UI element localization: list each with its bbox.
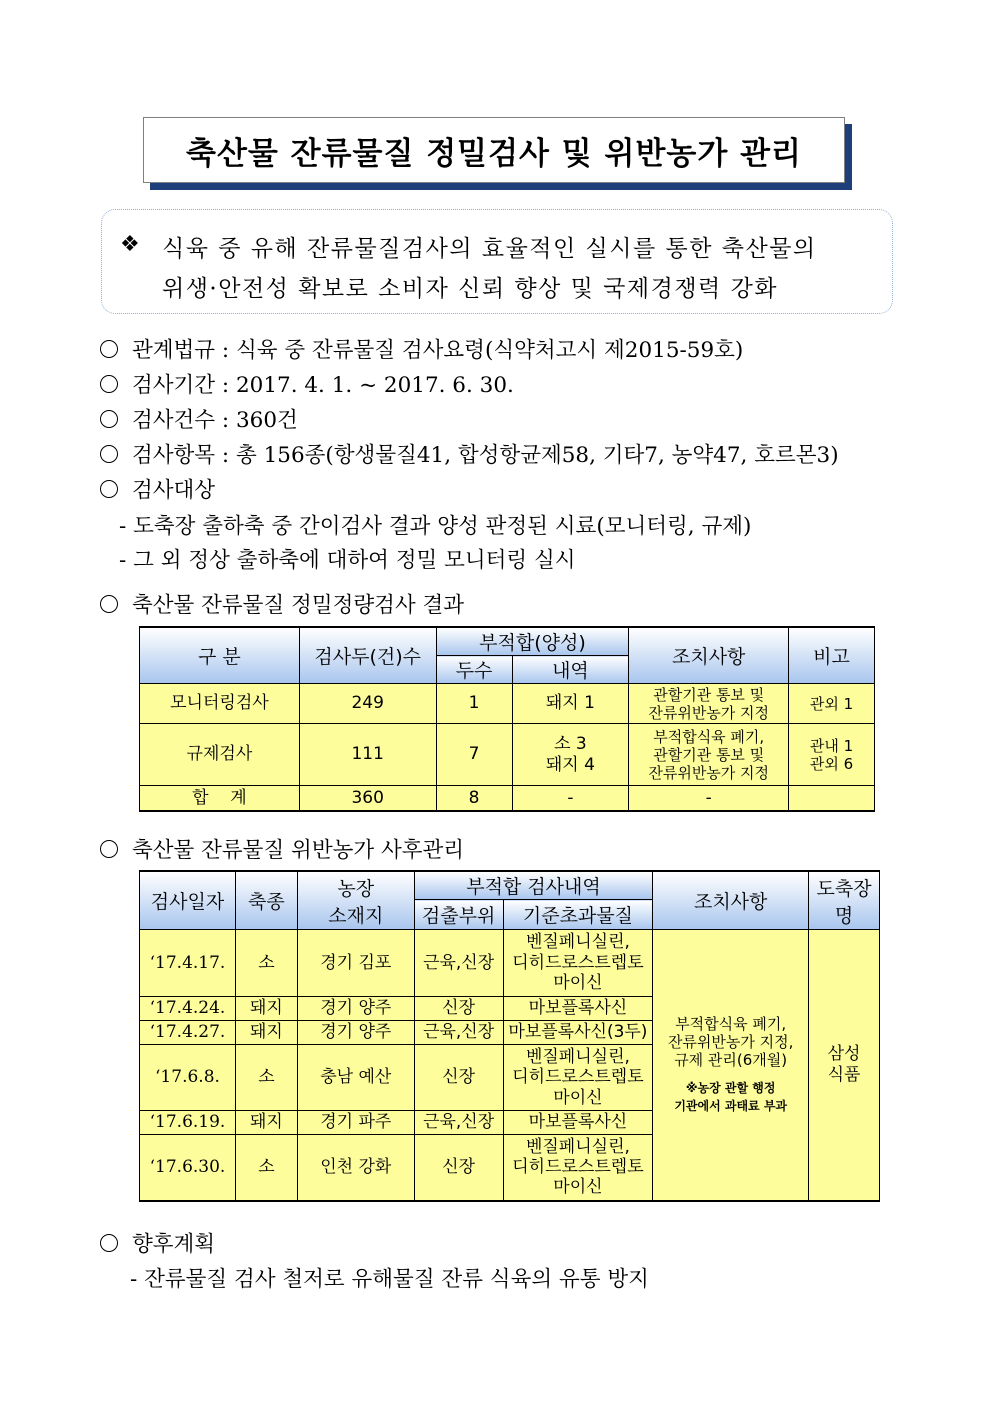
cell-part: 근육,신장 bbox=[414, 1021, 503, 1045]
circle-bullet-icon bbox=[100, 410, 118, 428]
law-item bbox=[100, 333, 743, 364]
cell-farm: 경기 양주 bbox=[297, 1021, 414, 1045]
target-sub-2: - 그 외 정상 출하축에 대하여 정밀 모니터링 실시 bbox=[119, 548, 576, 573]
circle-bullet-icon bbox=[100, 595, 118, 613]
cell-action: - bbox=[629, 786, 789, 811]
cell-farm: 경기 김포 bbox=[297, 930, 414, 997]
col-part: 검출부위 bbox=[414, 900, 503, 930]
cell-division: 규제검사 bbox=[140, 724, 300, 786]
cell-note: 관외 1 bbox=[789, 684, 875, 724]
period-text: 검사기간 : 2017. 4. 1. ~ 2017. 6. 30. bbox=[132, 373, 514, 398]
mgmt-heading-text: 축산물 잔류물질 위반농가 사후관리 bbox=[132, 838, 465, 863]
col-species: 축종 bbox=[235, 871, 297, 930]
results-heading-text: 축산물 잔류물질 정밀정량검사 결과 bbox=[132, 593, 465, 618]
target-item bbox=[100, 473, 215, 504]
cell-substance: 마보플록사신 bbox=[503, 1111, 653, 1135]
col-details: 내역 bbox=[512, 656, 629, 684]
cell-action: 부적합식육 폐기, 관할기관 통보 및 잔류위반농가 지정 bbox=[629, 724, 789, 786]
col-farm: 농장 소재지 bbox=[297, 871, 414, 930]
cell-details: 돼지 1 bbox=[512, 684, 629, 724]
table-row-total bbox=[140, 786, 875, 811]
cell-action: 관할기관 통보 및 잔류위반농가 지정 bbox=[629, 684, 789, 724]
cell-heads: 8 bbox=[436, 786, 512, 811]
cell-substance: 마보플록사신(3두) bbox=[503, 1021, 653, 1045]
cell-substance: 마보플록사신 bbox=[503, 997, 653, 1021]
circle-bullet-icon bbox=[100, 375, 118, 393]
table-row bbox=[140, 724, 875, 786]
col-tested: 검사두(건)수 bbox=[299, 627, 436, 684]
mgmt-heading bbox=[100, 833, 464, 864]
results-heading bbox=[100, 588, 464, 619]
col-action: 조치사항 bbox=[653, 871, 809, 930]
cell-tested: 249 bbox=[299, 684, 436, 724]
period-item bbox=[100, 368, 514, 399]
summary-line-1: 식육 중 유해 잔류물질검사의 효율적인 실시를 통한 축산물의 bbox=[162, 236, 817, 262]
title-box bbox=[143, 117, 845, 183]
diamond-bullet-icon: ❖ bbox=[120, 232, 140, 257]
cell-species: 돼지 bbox=[235, 997, 297, 1021]
col-heads: 두수 bbox=[436, 656, 512, 684]
cell-part: 근육,신장 bbox=[414, 930, 503, 997]
cell-species: 소 bbox=[235, 1135, 297, 1201]
cell-division: 합 계 bbox=[140, 786, 300, 811]
circle-bullet-icon bbox=[100, 340, 118, 358]
law-text: 관계법규 : 식육 중 잔류물질 검사요령(식약처고시 제2015-59호) bbox=[132, 338, 744, 363]
col-note: 비고 bbox=[789, 627, 875, 684]
circle-bullet-icon bbox=[100, 1234, 118, 1252]
cell-action-merged: 부적합식육 폐기, 잔류위반농가 지정, 규제 관리(6개월) ※농장 관할 행정 기관에서 과태료 부과 bbox=[653, 930, 809, 1201]
cell-farm: 경기 파주 bbox=[297, 1111, 414, 1135]
cell-date: ‘17.4.17. bbox=[140, 930, 236, 997]
cell-species: 돼지 bbox=[235, 1021, 297, 1045]
summary-line-2: 위생·안전성 확보로 소비자 신뢰 향상 및 국제경쟁력 강화 bbox=[162, 276, 779, 302]
table-row bbox=[140, 684, 875, 724]
cell-species: 돼지 bbox=[235, 1111, 297, 1135]
plan-text: 향후계획 bbox=[132, 1232, 216, 1257]
col-nonconform: 부적합(양성) bbox=[436, 627, 629, 656]
cell-species: 소 bbox=[235, 930, 297, 997]
cell-species: 소 bbox=[235, 1045, 297, 1111]
cell-farm: 인천 강화 bbox=[297, 1135, 414, 1201]
cell-part: 근육,신장 bbox=[414, 1111, 503, 1135]
circle-bullet-icon bbox=[100, 445, 118, 463]
scope-item bbox=[100, 438, 839, 469]
results-table bbox=[139, 626, 875, 812]
cell-farm: 경기 양주 bbox=[297, 997, 414, 1021]
cell-part: 신장 bbox=[414, 997, 503, 1021]
cell-date: ‘17.6.30. bbox=[140, 1135, 236, 1201]
scope-text: 검사항목 : 총 156종(항생물질41, 합성항균제58, 기타7, 농약47, 호르몬3) bbox=[132, 443, 839, 468]
count-item bbox=[100, 403, 298, 434]
plan-item bbox=[100, 1227, 215, 1258]
cell-note: 관내 1 관외 6 bbox=[789, 724, 875, 786]
col-division: 구 분 bbox=[140, 627, 300, 684]
cell-substance: 벤질페니실린, 디히드로스트렙토 마이신 bbox=[503, 930, 653, 997]
col-inspection: 부적합 검사내역 bbox=[414, 871, 653, 900]
count-text: 검사건수 : 360건 bbox=[132, 408, 298, 433]
cell-substance: 벤질페니실린, 디히드로스트렙토 마이신 bbox=[503, 1135, 653, 1201]
summary-box bbox=[101, 209, 893, 314]
target-sub-1: - 도축장 출하축 중 간이검사 결과 양성 판정된 시료(모니터링, 규제) bbox=[119, 514, 752, 539]
cell-slaughter-merged: 삼성 식품 bbox=[809, 930, 880, 1201]
violation-table bbox=[139, 870, 880, 1202]
cell-date: ‘17.6.8. bbox=[140, 1045, 236, 1111]
cell-date: ‘17.6.19. bbox=[140, 1111, 236, 1135]
cell-division: 모니터링검사 bbox=[140, 684, 300, 724]
cell-date: ‘17.4.24. bbox=[140, 997, 236, 1021]
cell-date: ‘17.4.27. bbox=[140, 1021, 236, 1045]
target-text: 검사대상 bbox=[132, 478, 216, 503]
circle-bullet-icon bbox=[100, 840, 118, 858]
cell-heads: 7 bbox=[436, 724, 512, 786]
plan-sub: - 잔류물질 검사 철저로 유해물질 잔류 식육의 유통 방지 bbox=[130, 1267, 649, 1292]
circle-bullet-icon bbox=[100, 480, 118, 498]
cell-part: 신장 bbox=[414, 1045, 503, 1111]
cell-heads: 1 bbox=[436, 684, 512, 724]
cell-note bbox=[789, 786, 875, 811]
col-slaughter: 도축장 명 bbox=[809, 871, 880, 930]
cell-details: 소 3 돼지 4 bbox=[512, 724, 629, 786]
cell-tested: 111 bbox=[299, 724, 436, 786]
cell-substance: 벤질페니실린, 디히드로스트렙토 마이신 bbox=[503, 1045, 653, 1111]
col-date: 검사일자 bbox=[140, 871, 236, 930]
table-row bbox=[140, 930, 880, 997]
cell-details: - bbox=[512, 786, 629, 811]
cell-farm: 충남 예산 bbox=[297, 1045, 414, 1111]
col-substance: 기준초과물질 bbox=[503, 900, 653, 930]
cell-tested: 360 bbox=[299, 786, 436, 811]
page-title: 축산물 잔류물질 정밀검사 및 위반농가 관리 bbox=[186, 135, 802, 172]
col-action: 조치사항 bbox=[629, 627, 789, 684]
cell-part: 신장 bbox=[414, 1135, 503, 1201]
